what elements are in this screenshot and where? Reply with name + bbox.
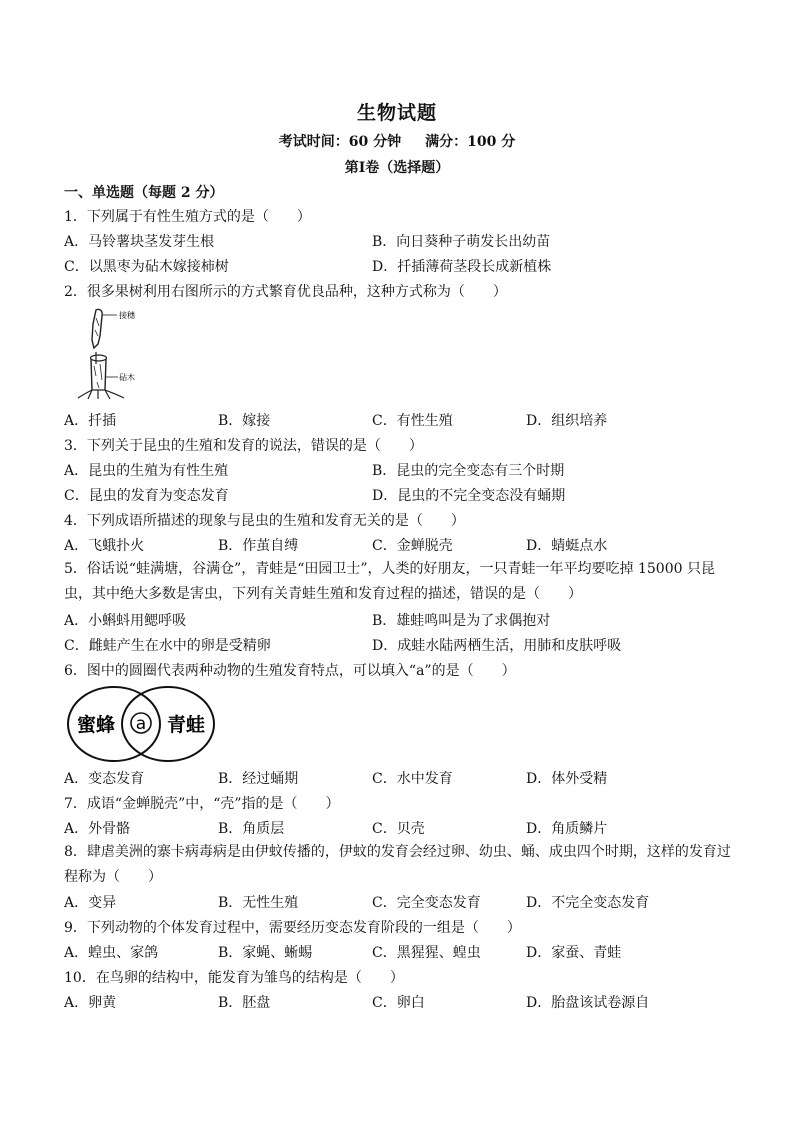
venn-left-label: 蜜蜂	[76, 714, 116, 736]
question-10-stem: 10．在鸟卵的结构中，能发育为雏鸟的结构是（ ）	[64, 970, 404, 986]
question-2-stem: 2．很多果树利用右图所示的方式繁育优良品种，这种方式称为（ ）	[64, 284, 507, 300]
question-5-stem: 5．俗话说“蛙满塘，谷满仓”，青蛙是“田园卫士”，人类的好朋友，一只青蛙一年平均要吃掉 15000 只昆虫，其中绝大多数是害虫，下列有关青蛙生殖和发育过程的描述，错误的是（ ）	[64, 561, 715, 602]
question-4-stem: 4．下列成语所描述的现象与昆虫的生殖和发育无关的是（ ）	[64, 513, 465, 529]
grafting-figure	[72, 306, 152, 406]
question-6-option-b[interactable]: B．经过蛹期	[218, 771, 299, 787]
exam-time: 考试时间：60 分钟	[278, 134, 402, 150]
question-8-option-c[interactable]: C．完全变态发育	[372, 895, 481, 911]
question-3-option-c[interactable]: C．昆虫的发育为变态发育	[64, 488, 229, 504]
stock-roots	[78, 390, 124, 399]
question-10-option-d[interactable]: D．胎盘该试卷源自	[526, 995, 650, 1011]
exam-title: 生物试题	[356, 102, 437, 124]
question-1-option-a[interactable]: A．马铃薯块茎发芽生根	[64, 234, 215, 250]
question-1-stem: 1．下列属于有性生殖方式的是（ ）	[64, 209, 311, 225]
exam-score: 满分：100 分	[425, 134, 516, 150]
question-8-option-a[interactable]: A．变异	[64, 895, 117, 911]
question-4-option-a[interactable]: A．飞蛾扑火	[64, 538, 145, 554]
question-9-option-c[interactable]: C．黑猩猩、蝗虫	[372, 945, 481, 961]
question-5-option-b[interactable]: B．雄蛙鸣叫是为了求偶抱对	[372, 613, 551, 629]
scion-label: 接穗	[119, 311, 135, 320]
question-9-stem: 9．下列动物的个体发育过程中，需要经历变态发育阶段的一组是（ ）	[64, 920, 521, 936]
question-2-option-d[interactable]: D．组织培养	[526, 413, 608, 429]
question-7-option-c[interactable]: C．贝壳	[372, 821, 425, 837]
question-5-option-a[interactable]: A．小蝌蚪用鳃呼吸	[64, 613, 187, 629]
question-7-stem: 7．成语“金蝉脱壳”中，“壳”指的是（ ）	[64, 796, 340, 812]
question-10-option-c[interactable]: C．卵白	[372, 995, 425, 1011]
question-7-option-a[interactable]: A．外骨骼	[64, 821, 131, 837]
question-2-option-c[interactable]: C．有性生殖	[372, 413, 453, 429]
question-9-option-d[interactable]: D．家蚕、青蛙	[526, 945, 622, 961]
question-2-option-b[interactable]: B．嫁接	[218, 413, 271, 429]
question-10-option-a[interactable]: A．卵黄	[64, 995, 117, 1011]
question-1-option-b[interactable]: B．向日葵种子萌发长出幼苗	[372, 234, 551, 250]
volume-heading: 第Ⅰ卷（选择题）	[344, 160, 450, 176]
question-6-option-c[interactable]: C．水中发育	[372, 771, 453, 787]
venn-diagram	[64, 684, 220, 766]
question-4-option-c[interactable]: C．金蝉脱壳	[372, 538, 453, 554]
question-3-option-b[interactable]: B．昆虫的完全变态有三个时期	[372, 463, 565, 479]
question-3-option-d[interactable]: D．昆虫的不完全变态没有蛹期	[372, 488, 566, 504]
scion-shape	[92, 309, 102, 348]
question-3-option-a[interactable]: A．昆虫的生殖为有性生殖	[64, 463, 229, 479]
question-3-stem: 3．下列关于昆虫的生殖和发育的说法，错误的是（ ）	[64, 438, 423, 454]
question-6-option-a[interactable]: A．变态发育	[64, 771, 145, 787]
question-8-option-d[interactable]: D．不完全变态发育	[526, 895, 650, 911]
question-9-option-a[interactable]: A．蝗虫、家鸽	[64, 945, 159, 961]
question-6-option-d[interactable]: D．体外受精	[526, 771, 608, 787]
question-7-option-b[interactable]: B．角质层	[218, 821, 285, 837]
venn-right-label: 青蛙	[166, 714, 206, 736]
question-6-stem: 6．图中的圆圈代表两种动物的生殖发育特点，可以填入“a”的是（ ）	[64, 663, 516, 679]
question-8-stem: 8．肆虐美洲的寨卡病毒病是由伊蚊传播的，伊蚊的发育会经过卵、幼虫、蛹、成虫四个时期，这样的发育过程称为（ ）	[64, 844, 731, 885]
question-10-option-b[interactable]: B．胚盘	[218, 995, 271, 1011]
stock-label: 砧木	[119, 373, 135, 382]
question-9-option-b[interactable]: B．家蝇、蜥蜴	[218, 945, 313, 961]
question-1-option-c[interactable]: C．以黑枣为砧木嫁接柿树	[64, 259, 229, 275]
question-8-option-b[interactable]: B．无性生殖	[218, 895, 299, 911]
question-5-option-d[interactable]: D．成蛙水陆两栖生活，用肺和皮肤呼吸	[372, 638, 622, 654]
question-1-option-d[interactable]: D．扦插薄荷茎段长成新植株	[372, 259, 552, 275]
question-4-option-b[interactable]: B．作茧自缚	[218, 538, 299, 554]
venn-center-label: a	[135, 714, 147, 734]
question-7-option-d[interactable]: D．角质鳞片	[526, 821, 608, 837]
exam-meta	[0, 131, 794, 151]
question-5-option-c[interactable]: C．雌蛙产生在水中的卵是受精卵	[64, 638, 271, 654]
question-2-option-a[interactable]: A．扦插	[64, 413, 117, 429]
question-4-option-d[interactable]: D．蜻蜓点水	[526, 538, 608, 554]
section-heading: 一、单选题（每题 2 分）	[64, 185, 224, 201]
